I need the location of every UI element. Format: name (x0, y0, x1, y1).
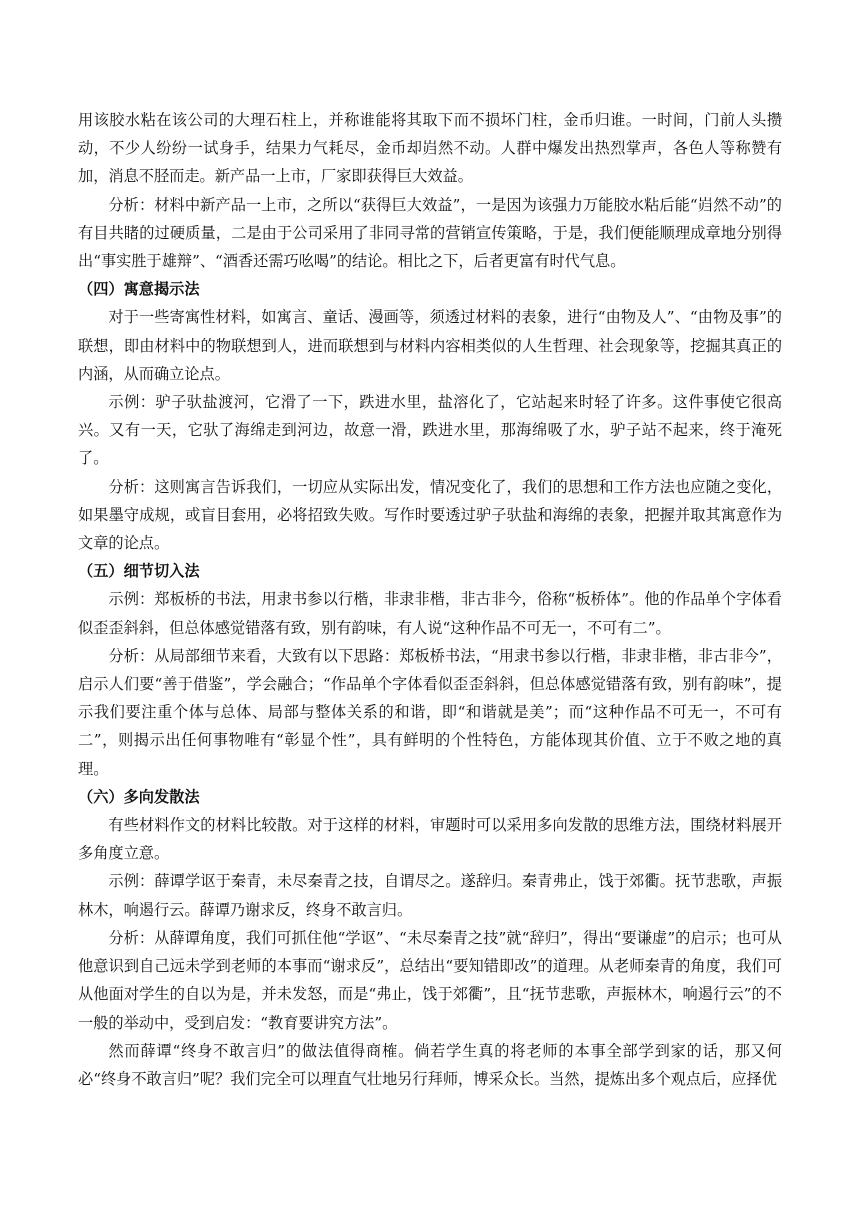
paragraph-example-banqiao: 示例：郑板桥的书法，用隶书参以行楷，非隶非楷，非古非今，俗称“板桥体”。他的作品单个字体看似歪歪斜斜，但总体感觉错落有致，别有韵味，有人说“这种作品不可无一，不可有二”。 (78, 590, 782, 637)
paragraph-allegory-method: 对于一些寄寓性材料，如寓言、童话、漫画等，须透过材料的表象，进行“由物及人”、“由物及事”的联想，即由材料中的物联想到人，进而联想到与材料内容相类似的人生哲理、社会现象等，挖掘其真正的内涵，从而确立论点。 (78, 308, 782, 383)
section-heading-5: （五）细节切入法 (78, 562, 200, 581)
paragraph-analysis-glue: 分析：材料中新产品一上市，之所以“获得巨大效益”，一是因为该强力万能胶水粘后能“岿然不动”的有目共睹的过硬质量，二是由于公司采用了非同寻常的营销宣传策略，于是，我们便能顺理成章地分别得出“事实胜于雄辩”、“酒香还需巧吆喝”的结论。相比之下，后者更富有时代气息。 (78, 195, 782, 271)
paragraph-example-donkey: 示例：驴子驮盐渡河，它滑了一下，跌进水里，盐溶化了，它站起来时轻了许多。这件事使它很高兴。又有一天，它驮了海绵走到河边，故意一滑，跌进水里，那海绵吸了水，驴子站不起来，终于淹死了。 (78, 393, 782, 468)
paragraph-however-xuetan: 然而薛谭“终身不敢言归”的做法值得商榷。倘若学生真的将老师的本事全部学到家的话，那又何必“终身不敢言归”呢？我们完全可以理直气壮地另行拜师，博采众长。当然，提炼出多个观点后，应择优 (78, 1041, 782, 1088)
paragraph-analysis-donkey: 分析：这则寓言告诉我们，一切应从实际出发，情况变化了，我们的思想和工作方法也应随之变化，如果墨守成规，或盲目套用，必将招致失败。写作时要透过驴子驮盐和海绵的表象，把握并取其寓意作为文章的论点。 (78, 477, 782, 553)
paragraph-glue-marketing: 用该胶水粘在该公司的大理石柱上，并称谁能将其取下而不损坏门柱，金币归谁。一时间，门前人头攒动，不少人纷纷一试身手，结果力气耗尽，金币却岿然不动。人群中爆发出热烈掌声，各色人等称赞有加，消息不胫而走。新产品一上市，厂家即获得巨大效益。 (78, 111, 782, 186)
paragraph-divergent-method: 有些材料作文的材料比较散。对于这样的材料，审题时可以采用多向发散的思维方法，围绕材料展开多角度立意。 (78, 816, 782, 863)
section-heading-6: （六）多向发散法 (78, 787, 200, 806)
paragraph-analysis-banqiao: 分析：从局部细节来看，大致有以下思路：郑板桥书法，“用隶书参以行楷，非隶非楷，非古非今”，启示人们要“善于借鉴”，学会融合；“作品单个字体看似歪歪斜斜，但总体感觉错落有致，别有韵味”，提示我们要注重个体与总体、局部与整体关系的和谐，即“和谐就是美”；而“这种作品不可无一，不可有二”，则揭示出任何事物唯有“彰显个性”，具有鲜明的个性特色，方能体现其价值、立于不败之地的真理。 (78, 646, 782, 778)
section-heading-4: （四）寓意揭示法 (78, 280, 200, 299)
paragraph-analysis-xuetan: 分析：从薛谭角度，我们可抓住他“学讴”、“未尽秦青之技”就“辞归”，得出“要谦虚”的启示；也可从他意识到自己远未学到老师的本事而“谢求反”，总结出“要知错即改”的道理。从老师秦青的角度，我们可从他面对学生的自以为是，并未发怒，而是“弗止，饯于郊衢”，且“抚节悲歌，声振林木，响遏行云”的不一般的举动中，受到启发：“教育要讲究方法”。 (78, 928, 782, 1032)
paragraph-example-xuetan: 示例：薛谭学讴于秦青，未尽秦青之技，自谓尽之。遂辞归。秦青弗止，饯于郊衢。抚节悲歌，声振林木，响遏行云。薛谭乃谢求反，终身不敢言归。 (78, 872, 782, 919)
